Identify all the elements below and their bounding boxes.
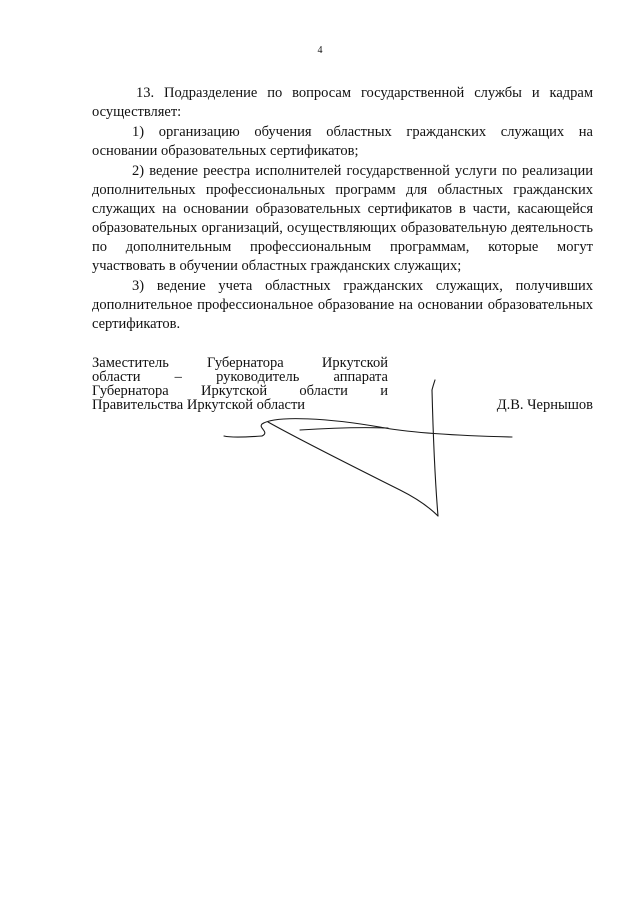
signatory-name: Д.В. Чернышов [496, 397, 593, 413]
page-number: 4 [317, 45, 323, 56]
position-line-3: Губернатора Иркутской области и [92, 383, 388, 399]
position-line-4: Правительства Иркутской области [92, 397, 306, 413]
position-line-2: области – руководитель аппарата [92, 369, 388, 385]
signatory-position [92, 356, 388, 412]
document-body [92, 84, 593, 335]
section-13-heading: 13. Подразделение по вопросам государственной службы и кадрам осуществляет: [92, 85, 593, 120]
list-item-2: 2) ведение реестра исполнителей государственной услуги по реализации дополнительных профессиональных программ для областных гражданских служащих на основании образовательных сертификатов в части, касающейся образовательных организаций, осуществляющих образовательную деятельность по дополнительным профессиональным программам, которые могут участвовать в обучении областных гражданских служащих; [92, 163, 593, 274]
list-item-1: 1) организацию обучения областных гражданских служащих на основании образовательных сертификатов; [92, 124, 593, 159]
position-line-1: Заместитель Губернатора Иркутской [92, 355, 388, 371]
list-item-3: 3) ведение учета областных гражданских служащих, получивших дополнительное профессиональное образование на основании образовательных сертификатов. [92, 278, 593, 332]
